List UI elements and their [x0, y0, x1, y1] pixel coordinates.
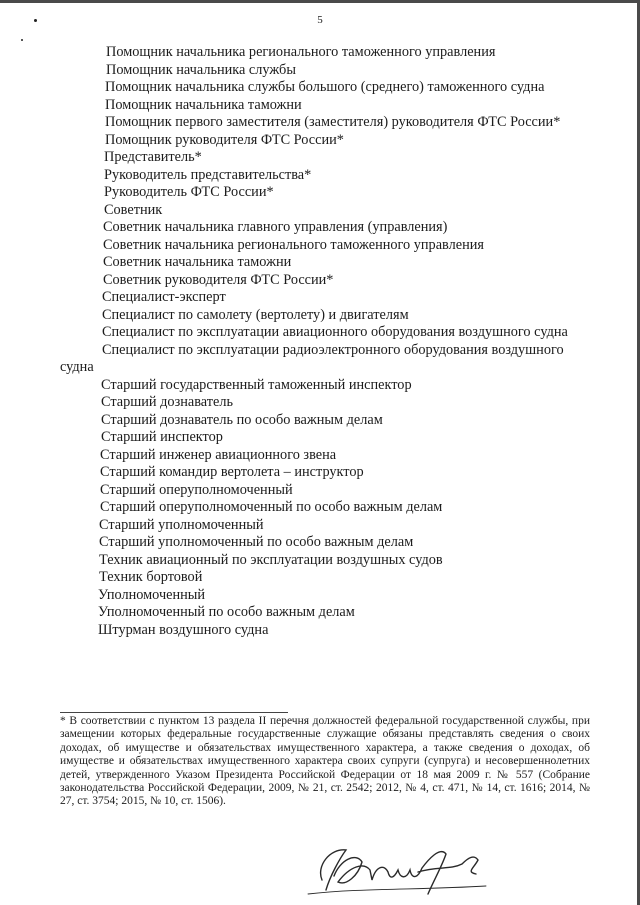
list-item: Помощник начальника таможни — [105, 96, 302, 113]
list-item: Старший инспектор — [101, 429, 223, 445]
list-item: Помощник начальника службы большого (среднего) таможенного судна — [105, 79, 545, 95]
handwritten-signature — [300, 836, 500, 900]
list-item: Специалист по самолету (вертолету) и двигателям — [102, 306, 409, 323]
list-item: Уполномоченный — [98, 586, 206, 603]
list-item: Старший дознаватель — [101, 394, 234, 410]
list-item: Советник начальника таможни — [103, 254, 292, 270]
list-item: Старший уполномоченный — [99, 516, 264, 533]
list-item: Старший инженер авиационного звена — [100, 446, 337, 463]
list-item: Штурман воздушного судна — [98, 621, 269, 638]
list-item: Уполномоченный по особо важным делам — [98, 604, 355, 620]
list-item: Техник бортовой — [99, 569, 203, 585]
list-item: Специалист-эксперт — [102, 289, 226, 305]
list-item: Руководитель представительства* — [104, 166, 312, 183]
footnote: * В соответствии с пунктом 13 раздела II перечня должностей федеральной государственной службы, при замещении которых федеральные государственные служащие обязаны представлять сведения о своих доходах, об имуществе и обязательствах имущественного характера, а также сведения о доходах, об имуществе и обязательствах имущественного характера своих супруги (супруга) и несовершеннолетних детей, утвержденного Указом Президента Российской Федерации от 18 мая 2009 г. № 557 (Собрание законодательства Российской Федерации, 2009, № 21, ст. 2542; 2012, № 4, ст. 471, № 14, ст. 1616; 2014, № 27, ст. 3754; 2015, № 10, ст. 1506). — [60, 715, 590, 808]
page-number: 5 — [317, 14, 323, 26]
list-item: Советник начальника регионального таможенного управления — [103, 236, 484, 253]
list-item: Старший оперуполномоченный по особо важным делам — [100, 499, 443, 515]
list-item: Советник руководителя ФТС России* — [103, 271, 334, 288]
list-item: Советник начальника главного управления (управления) — [103, 219, 448, 235]
scan-speck — [21, 39, 23, 41]
list-item: Руководитель ФТС России* — [104, 184, 274, 200]
list-item: Помощник первого заместителя (заместителя) руководителя ФТС России* — [105, 114, 561, 130]
list-item: Техник авиационный по эксплуатации воздушных судов — [99, 551, 443, 568]
scan-border-top — [0, 0, 640, 3]
list-item: Помощник начальника регионального таможенного управления — [106, 44, 496, 60]
list-item: Специалист по эксплуатации авиационного оборудования воздушного судна — [102, 324, 568, 340]
list-item: Старший уполномоченный по особо важным делам — [99, 534, 414, 550]
list-item: Старший дознаватель по особо важным делам — [101, 411, 383, 428]
footnote-divider — [60, 712, 288, 713]
positions-list — [60, 44, 610, 639]
list-item: Советник — [104, 201, 163, 218]
list-item: Помощник начальника службы — [106, 61, 296, 78]
list-item: Старший государственный таможенный инспектор — [101, 376, 412, 393]
list-item: Помощник руководителя ФТС России* — [105, 131, 344, 148]
list-item: Специалист по эксплуатации радиоэлектронного оборудования воздушного судна — [60, 341, 564, 375]
list-item: Представитель* — [104, 149, 202, 165]
list-item: Старший командир вертолета – инструктор — [100, 464, 364, 480]
list-item: Старший оперуполномоченный — [100, 481, 293, 498]
